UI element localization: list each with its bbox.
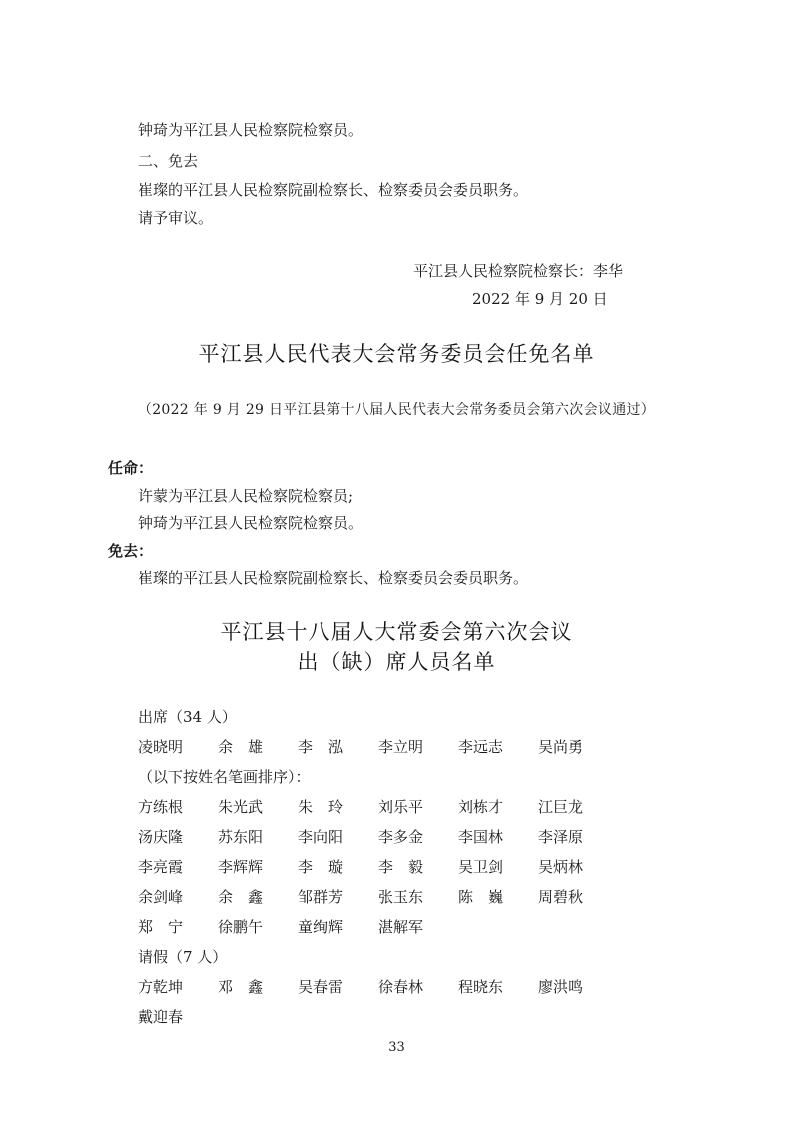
members-row xyxy=(138,821,658,851)
leave-name: 程晓东 xyxy=(458,977,504,996)
member-name: 周碧秋 xyxy=(538,887,584,906)
remove-line: 崔璨的平江县人民检察院副检察长、检察委员会委员职务。 xyxy=(138,569,529,587)
paragraph: 二、免去 xyxy=(138,152,199,170)
member-name: 李辉辉 xyxy=(218,857,264,876)
member-name: 吴炳林 xyxy=(538,857,584,876)
leave-name: 邓 鑫 xyxy=(218,977,264,996)
attendance-title-line1: 平江县十八届人大常委会第六次会议 xyxy=(220,620,573,644)
member-name: 陈 巍 xyxy=(458,887,504,906)
leader-name: 凌晓明 xyxy=(138,737,184,756)
member-name: 汤庆隆 xyxy=(138,827,184,846)
leader-name: 吴尚勇 xyxy=(538,737,584,756)
member-name: 张玉东 xyxy=(378,887,424,906)
signature-date: 2022 年 9 月 20 日 xyxy=(472,290,608,308)
leave-name: 徐春林 xyxy=(378,977,424,996)
member-name: 方练根 xyxy=(138,797,184,816)
member-name: 李 毅 xyxy=(378,857,424,876)
member-name: 李国林 xyxy=(458,827,504,846)
leader-name: 余 雄 xyxy=(218,737,264,756)
leave-name: 吴春雷 xyxy=(298,977,344,996)
member-name: 刘栋才 xyxy=(458,797,504,816)
leave-label: 请假（7 人） xyxy=(138,947,228,966)
leave-name: 方乾坤 xyxy=(138,977,184,996)
member-name: 刘乐平 xyxy=(378,797,424,816)
section-subtitle: （2022 年 9 月 29 日平江县第十八届人民代表大会常务委员会第六次会议通过） xyxy=(137,402,656,418)
member-name: 朱光武 xyxy=(218,797,264,816)
member-name: 苏东阳 xyxy=(218,827,264,846)
leave-name: 戴迎春 xyxy=(138,1007,184,1026)
section-title: 平江县人民代表大会常务委员会任免名单 xyxy=(198,342,595,366)
member-name: 李向阳 xyxy=(298,827,344,846)
leader-name: 李 泓 xyxy=(298,737,344,756)
members-row xyxy=(138,911,658,941)
paragraph: 崔璨的平江县人民检察院副检察长、检察委员会委员职务。 xyxy=(138,181,529,199)
member-name: 李多金 xyxy=(378,827,424,846)
leaders-row xyxy=(138,731,658,761)
leave-row xyxy=(138,1001,658,1031)
page-number: 33 xyxy=(388,1040,405,1055)
leader-name: 李立明 xyxy=(378,737,424,756)
member-name: 李泽原 xyxy=(538,827,584,846)
member-name: 余剑峰 xyxy=(138,887,184,906)
appoint-line: 许蒙为平江县人民检察院检察员; xyxy=(138,487,354,505)
paragraph: 钟琦为平江县人民检察院检察员。 xyxy=(138,121,364,139)
member-name: 李 璇 xyxy=(298,857,344,876)
order-note: （以下按姓名笔画排序）： xyxy=(138,767,311,786)
appoint-line: 钟琦为平江县人民检察院检察员。 xyxy=(138,514,364,532)
member-name: 童绚辉 xyxy=(298,917,344,936)
appoint-heading: 任命： xyxy=(108,459,154,477)
leave-name: 廖洪鸣 xyxy=(538,977,584,996)
attendance-title-line2: 出（缺）席人员名单 xyxy=(297,650,496,674)
signature-line: 平江县人民检察院检察长：李华 xyxy=(413,262,624,280)
paragraph: 请予审议。 xyxy=(138,209,214,227)
attend-label: 出席（34 人） xyxy=(138,707,237,726)
members-row xyxy=(138,791,658,821)
member-name: 邹群芳 xyxy=(298,887,344,906)
member-name: 余 鑫 xyxy=(218,887,264,906)
attendance-list xyxy=(138,701,658,1031)
member-name: 吴卫剑 xyxy=(458,857,504,876)
member-name: 李亮霞 xyxy=(138,857,184,876)
remove-heading: 免去： xyxy=(108,542,154,560)
member-name: 徐鹏午 xyxy=(218,917,264,936)
leave-row xyxy=(138,971,658,1001)
member-name: 湛解军 xyxy=(378,917,424,936)
member-name: 朱 玲 xyxy=(298,797,344,816)
members-row xyxy=(138,851,658,881)
member-name: 江巨龙 xyxy=(538,797,584,816)
member-name: 郑 宁 xyxy=(138,917,184,936)
leader-name: 李远志 xyxy=(458,737,504,756)
members-row xyxy=(138,881,658,911)
